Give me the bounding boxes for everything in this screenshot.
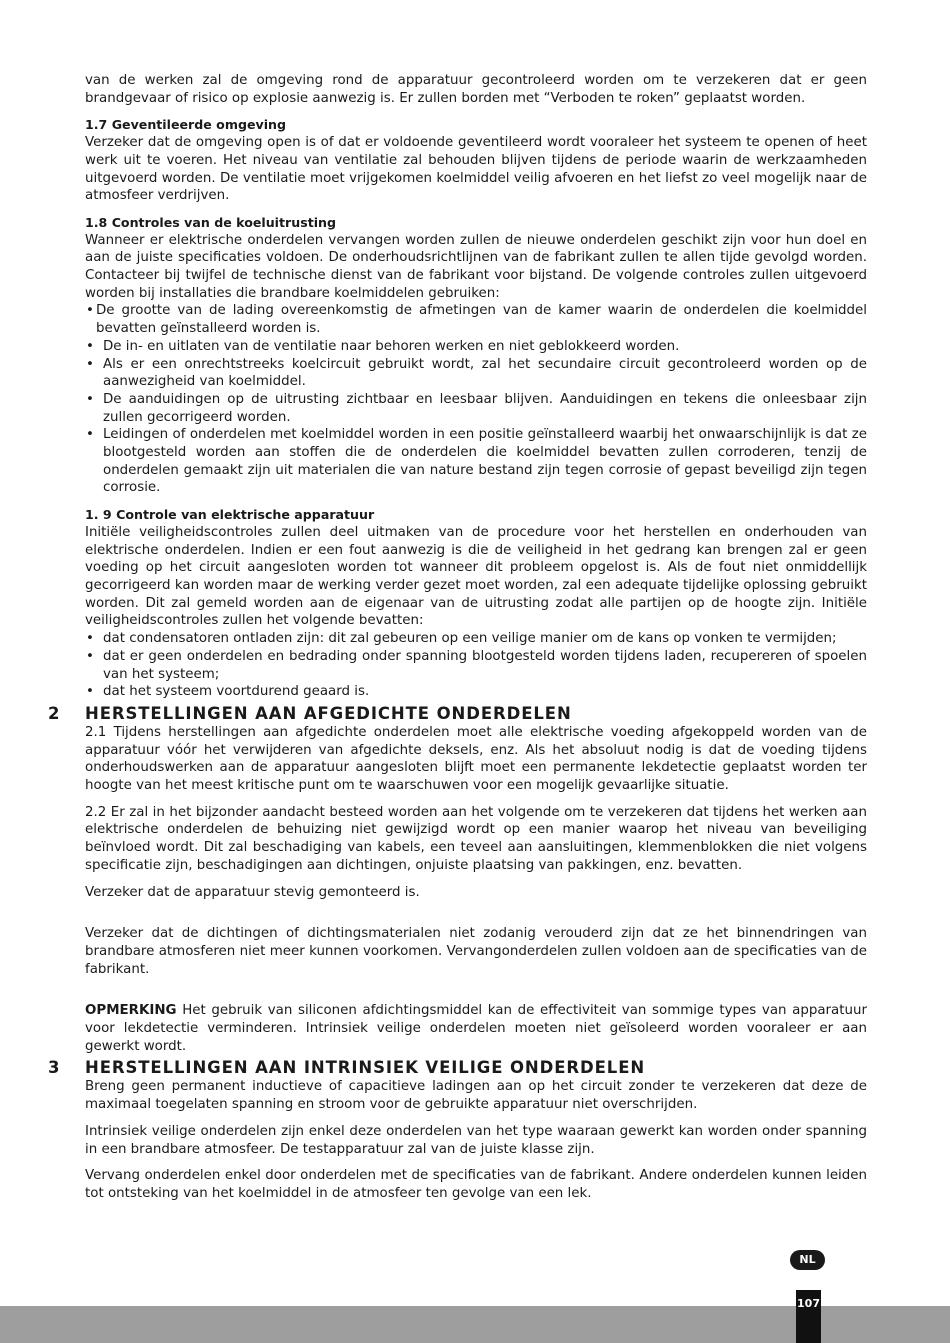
- list-item: • dat er geen onderdelen en bedrading onder spanning blootgesteld worden tijdens laden, recupereren of spoelen van het systeem;: [85, 648, 867, 683]
- intro-paragraph: van de werken zal de omgeving rond de apparatuur gecontroleerd worden om te verzekeren dat er geen brandgevaar of risico op explosie aanwezig is. Er zullen borden met “Verboden te roken” geplaatst worden.: [85, 73, 867, 106]
- section-3-paragraph-2: Intrinsiek veilige onderdelen zijn enkel deze onderdelen van het type waaraan gewerkt kan worden onder spanning in een brandbare atmosfeer. De testapparatuur zal van de juiste klasse zijn.: [85, 1123, 867, 1157]
- section-1-9-heading: 1. 9 Controle van elektrische apparatuur: [85, 507, 375, 523]
- section-2-paragraph-4: Verzeker dat de dichtingen of dichtingsmaterialen niet zodanig verouderd zijn dat ze het binnendringen van brandbare atmosferen niet meer kunnen voorkomen. Vervangonderdelen zullen voldoen aan de specificaties van de fabrikant.: [85, 926, 867, 977]
- section-1-8-first-list: [85, 302, 867, 337]
- section-1-9-list: [85, 630, 867, 701]
- section-1-8-list: [85, 338, 867, 497]
- section-2-paragraph-1: 2.1 Tijdens herstellingen aan afgedichte onderdelen moet alle elektrische voeding afgekoppeld worden van de apparatuur vóór het verwijderen van afgedichte deksels, enz. Als het absoluut nodig is dat de voeding tijdens onderhoudswerken aan de apparatuur aangesloten blijft moet een permanente lekdetectie geplaatst worden ter hoogte van het meest kritische punt om te waarschuwen voor een mogelijk gevaarlijke situatie.: [85, 724, 867, 794]
- section-3-title: HERSTELLINGEN AAN INTRINSIEK VEILIGE ONDERDELEN: [85, 1058, 646, 1078]
- section-1-8-body: Wanneer er elektrische onderdelen vervangen worden zullen de nieuwe onderdelen geschikt zijn voor hun doel en aan de juiste specificaties voldoen. De onderhoudsrichtlijnen van de fabrikant zullen te allen tijde gevolgd worden. Contacteer bij twijfel de technische dienst van de fabrikant voor bijstand. De volgende controles zullen uitgevoerd worden bij installaties die brandbare koelmiddelen gebruiken:: [85, 232, 867, 301]
- language-badge: NL: [790, 1250, 825, 1270]
- note-label: OPMERKING: [85, 1003, 177, 1019]
- page-number: 107: [796, 1290, 821, 1343]
- note-text: Het gebruik van siliconen afdichtingsmiddel kan de effectiviteit van sommige types van apparatuur voor lekdetectie verminderen. Intrinsiek veilige onderdelen moeten niet geïsoleerd worden vooraleer er aan gewerkt wordt.: [85, 1003, 867, 1054]
- section-2-paragraph-3: Verzeker dat de apparatuur stevig gemonteerd is.: [85, 884, 420, 900]
- list-item: • Leidingen of onderdelen met koelmiddel worden in een positie geïnstalleerd waarbij het onwaarschijnlijk is dat ze blootgesteld worden aan stoffen die de onderdelen die koelmiddel bevatten zullen corroderen, tenzij de onderdelen gemaakt zijn uit materialen die van nature bestand zijn tegen corrosie of gepast beveiligd zijn tegen corrosie.: [85, 426, 867, 497]
- list-item: • De aanduidingen op de uitrusting zichtbaar en leesbaar blijven. Aanduidingen en tekens die onleesbaar zijn zullen gecorrigeerd worden.: [85, 391, 867, 426]
- document-body: [48, 72, 867, 1203]
- section-3-number: 3: [48, 1058, 61, 1078]
- section-2-heading: [48, 703, 867, 724]
- section-2-number: 2: [48, 703, 61, 723]
- list-item: • dat het systeem voortdurend geaard is.: [85, 683, 867, 701]
- list-item: • De grootte van de lading overeenkomstig de afmetingen van de kamer waarin de onderdelen die koelmiddel bevatten geïnstalleerd worden is.: [85, 302, 867, 337]
- section-2-title: HERSTELLINGEN AAN AFGEDICHTE ONDERDELEN: [85, 703, 572, 723]
- section-2-note: [85, 1002, 867, 1055]
- list-item: • Als er een onrechtstreeks koelcircuit gebruikt wordt, zal het secundaire circuit gecontroleerd worden op de aanwezigheid van koelmiddel.: [85, 356, 867, 391]
- section-3-paragraph-1: Breng geen permanent inductieve of capacitieve ladingen aan op het circuit zonder te verzekeren dat deze de maximaal toegelaten spanning en stroom voor de gebruikte apparatuur niet overschrijden.: [85, 1079, 867, 1113]
- section-2-paragraph-2: 2.2 Er zal in het bijzonder aandacht besteed worden aan het volgende om te verzekeren dat tijdens het werken aan elektrische onderdelen de behuizing niet gewijzigd wordt op een manier waarop het niveau van beveiliging beïnvloed wordt. Dit zal beschadiging van kabels, een teveel aan aansluitingen, klemmenblokken die niet volgens specificatie zijn, beschadigingen aan dichtingen, onjuiste plaatsing van pakkingen, enz. bevatten.: [85, 804, 867, 873]
- list-item: • dat condensatoren ontladen zijn: dit zal gebeuren op een veilige manier om de kans op vonken te vermijden;: [85, 630, 867, 648]
- section-3-heading: [48, 1057, 867, 1078]
- section-1-8-heading: 1.8 Controles van de koeluitrusting: [85, 214, 337, 230]
- section-3-paragraph-3: Vervang onderdelen enkel door onderdelen met de specificaties van de fabrikant. Andere onderdelen kunnen leiden tot ontsteking van het koelmiddel in de atmosfeer ten gevolge van een lek.: [85, 1168, 867, 1201]
- list-item: • De in- en uitlaten van de ventilatie naar behoren werken en niet geblokkeerd worden.: [85, 338, 867, 356]
- section-1-7-heading: 1.7 Geventileerde omgeving: [85, 117, 287, 133]
- section-1-9-body: Initiële veiligheidscontroles zullen deel uitmaken van de procedure voor het herstellen en onderhouden van elektrische onderdelen. Indien er een fout aanwezig is die de veiligheid in het gedrang kan brengen zal er geen voeding op het circuit aangesloten worden tot wanneer dit probleem opgelost is. Als de fout niet onmiddellijk gecorrigeerd kan worden maar de werking verder gezet moet worden, zal een adequate tijdelijke oplossing gebruikt worden. Dit zal gemeld worden aan de eigenaar van de uitrusting zodat alle partijen op de hoogte zijn. Initiële veiligheidscontroles zullen het volgende bevatten:: [85, 524, 867, 629]
- section-1-7-body: Verzeker dat de omgeving open is of dat er voldoende geventileerd wordt vooraleer het systeem te openen of heet werk uit te voeren. Het niveau van ventilatie zal behouden blijven tijdens de periode waarin de werkzaamheden uitgevoerd worden. De ventilatie moet vrijgekomen koelmiddel veilig afvoeren en het liefst zo veel mogelijk naar de atmosfeer verdrijven.: [85, 135, 867, 204]
